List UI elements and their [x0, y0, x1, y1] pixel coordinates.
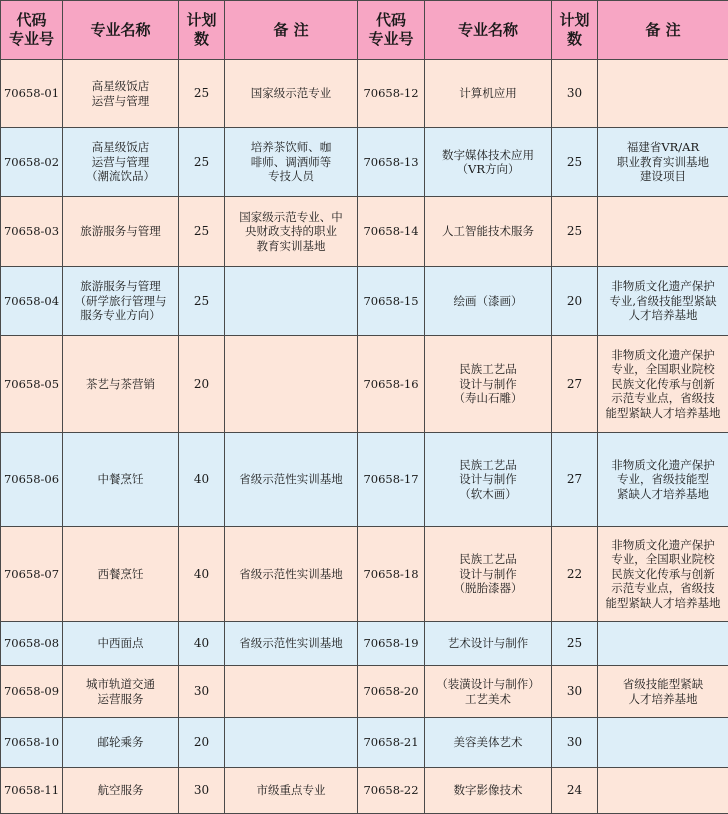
code-cell: 70658-11: [1, 768, 63, 814]
plan-count-cell: 25: [179, 128, 225, 197]
table-row: [1, 527, 728, 622]
plan-count-cell: 25: [179, 60, 225, 128]
code-cell: 70658-14: [358, 197, 425, 267]
table-row: [1, 768, 728, 814]
plan-count-cell: 30: [552, 60, 598, 128]
code-cell: 70658-15: [358, 267, 425, 336]
code-cell: 70658-16: [358, 336, 425, 433]
note-cell: [598, 768, 728, 814]
code-cell: 70658-02: [1, 128, 63, 197]
major-name-cell: 民族工艺品 设计与制作 （脱胎漆器）: [425, 527, 552, 622]
major-name-cell: 航空服务: [63, 768, 179, 814]
major-name-cell: 旅游服务与管理: [63, 197, 179, 267]
plan-count-cell: 20: [552, 267, 598, 336]
note-cell: 省级技能型紧缺 人才培养基地: [598, 666, 728, 718]
plan-count-cell: 30: [179, 666, 225, 718]
table-row: [1, 622, 728, 666]
major-name-cell: 绘画（漆画）: [425, 267, 552, 336]
note-cell: [598, 718, 728, 768]
plan-count-cell: 25: [552, 622, 598, 666]
major-name-cell: 高星级饭店 运营与管理: [63, 60, 179, 128]
code-cell: 70658-08: [1, 622, 63, 666]
header-note-left: 备 注: [225, 1, 358, 60]
plan-count-cell: 25: [552, 197, 598, 267]
code-cell: 70658-22: [358, 768, 425, 814]
note-cell: [598, 60, 728, 128]
plan-count-cell: 25: [179, 197, 225, 267]
note-cell: 培养茶饮师、咖 啡师、调酒师等 专技人员: [225, 128, 358, 197]
note-cell: [225, 666, 358, 718]
note-cell: [225, 267, 358, 336]
code-cell: 70658-03: [1, 197, 63, 267]
plan-count-cell: 20: [179, 336, 225, 433]
plan-count-cell: 40: [179, 622, 225, 666]
note-cell: 福建省VR/AR 职业教育实训基地 建设项目: [598, 128, 728, 197]
plan-count-cell: 22: [552, 527, 598, 622]
note-cell: 非物质文化遗产保护 专业，全国职业院校 民族文化传承与创新 示范专业点，省级技 能型紧缺人才培养基地: [598, 527, 728, 622]
header-plan-right: 计划 数: [552, 1, 598, 60]
header-name-right: 专业名称: [425, 1, 552, 60]
major-name-cell: （装潢设计与制作） 工艺美术: [425, 666, 552, 718]
header-code-left: 代码 专业号: [1, 1, 63, 60]
major-name-cell: 数字媒体技术应用 （VR方向）: [425, 128, 552, 197]
major-name-cell: 高星级饭店 运营与管理 （潮流饮品）: [63, 128, 179, 197]
plan-count-cell: 27: [552, 336, 598, 433]
note-cell: 非物质文化遗产保护 专业，省级技能型 紧缺人才培养基地: [598, 433, 728, 527]
table-row: [1, 336, 728, 433]
note-cell: 非物质文化遗产保护 专业,省级技能型紧缺 人才培养基地: [598, 267, 728, 336]
code-cell: 70658-21: [358, 718, 425, 768]
table-row: [1, 128, 728, 197]
note-cell: [598, 622, 728, 666]
code-cell: 70658-17: [358, 433, 425, 527]
code-cell: 70658-10: [1, 718, 63, 768]
code-cell: 70658-18: [358, 527, 425, 622]
plan-count-cell: 27: [552, 433, 598, 527]
code-cell: 70658-05: [1, 336, 63, 433]
note-cell: 国家级示范专业、中 央财政支持的职业 教育实训基地: [225, 197, 358, 267]
plan-count-cell: 20: [179, 718, 225, 768]
note-cell: 省级示范性实训基地: [225, 527, 358, 622]
major-name-cell: 计算机应用: [425, 60, 552, 128]
note-cell: [598, 197, 728, 267]
table-row: [1, 433, 728, 527]
major-name-cell: 茶艺与茶营销: [63, 336, 179, 433]
plan-count-cell: 40: [179, 433, 225, 527]
table-row: [1, 718, 728, 768]
note-cell: [225, 336, 358, 433]
note-cell: 非物质文化遗产保护 专业，全国职业院校 民族文化传承与创新 示范专业点，省级技 能型紧缺人才培养基地: [598, 336, 728, 433]
table-row: [1, 267, 728, 336]
code-cell: 70658-07: [1, 527, 63, 622]
header-plan-left: 计划 数: [179, 1, 225, 60]
major-name-cell: 邮轮乘务: [63, 718, 179, 768]
note-cell: 省级示范性实训基地: [225, 433, 358, 527]
major-name-cell: 美容美体艺术: [425, 718, 552, 768]
header-note-right: 备 注: [598, 1, 728, 60]
plan-count-cell: 24: [552, 768, 598, 814]
major-name-cell: 城市轨道交通 运营服务: [63, 666, 179, 718]
plan-count-cell: 30: [552, 666, 598, 718]
header-name-left: 专业名称: [63, 1, 179, 60]
major-name-cell: 民族工艺品 设计与制作 （寿山石雕）: [425, 336, 552, 433]
plan-count-cell: 25: [179, 267, 225, 336]
major-name-cell: 中西面点: [63, 622, 179, 666]
header-row: [1, 1, 728, 60]
major-name-cell: 艺术设计与制作: [425, 622, 552, 666]
major-name-cell: 民族工艺品 设计与制作 （软木画）: [425, 433, 552, 527]
table-row: [1, 666, 728, 718]
code-cell: 70658-04: [1, 267, 63, 336]
header-code-right: 代码 专业号: [358, 1, 425, 60]
table-row: [1, 197, 728, 267]
plan-count-cell: 30: [552, 718, 598, 768]
code-cell: 70658-01: [1, 60, 63, 128]
major-name-cell: 西餐烹饪: [63, 527, 179, 622]
note-cell: 市级重点专业: [225, 768, 358, 814]
code-cell: 70658-06: [1, 433, 63, 527]
major-name-cell: 人工智能技术服务: [425, 197, 552, 267]
code-cell: 70658-09: [1, 666, 63, 718]
major-name-cell: 旅游服务与管理 （研学旅行管理与 服务专业方向）: [63, 267, 179, 336]
code-cell: 70658-13: [358, 128, 425, 197]
code-cell: 70658-19: [358, 622, 425, 666]
code-cell: 70658-12: [358, 60, 425, 128]
plan-count-cell: 25: [552, 128, 598, 197]
table-row: [1, 60, 728, 128]
major-name-cell: 中餐烹饪: [63, 433, 179, 527]
major-name-cell: 数字影像技术: [425, 768, 552, 814]
note-cell: 省级示范性实训基地: [225, 622, 358, 666]
note-cell: [225, 718, 358, 768]
code-cell: 70658-20: [358, 666, 425, 718]
note-cell: 国家级示范专业: [225, 60, 358, 128]
plan-count-cell: 40: [179, 527, 225, 622]
plan-count-cell: 30: [179, 768, 225, 814]
